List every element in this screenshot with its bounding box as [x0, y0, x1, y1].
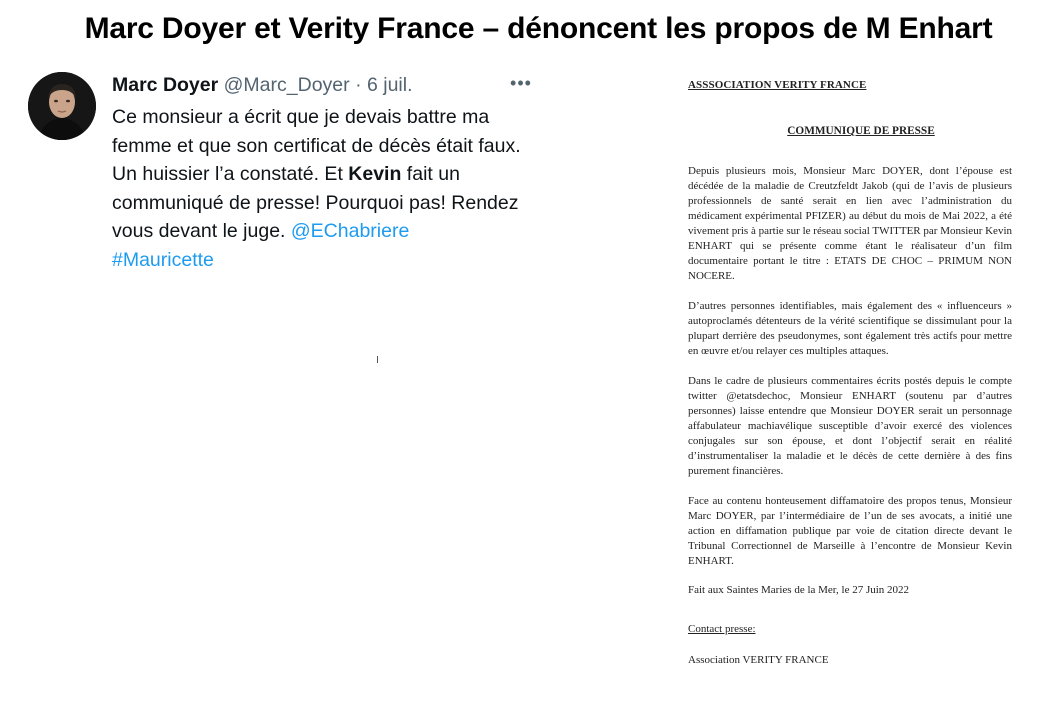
mention-link[interactable]: @EChabriere [290, 220, 410, 243]
document-paragraph: D’autres personnes identifiables, mais également des « influenceurs » autoproclamés détenteurs de la vérité scientifique se dissimulant pour la plupart derrière des pseudonymes, sont également très actifs pour mettre en œuvre et/ou relayer ces multiples attaques. [688, 300, 1012, 357]
document-title: COMMUNIQUE DE PRESSE [787, 125, 935, 137]
avatar-image [28, 72, 96, 140]
author-handle[interactable]: @Marc_Doyer [223, 74, 350, 96]
more-horizontal-icon[interactable]: ••• [510, 72, 532, 93]
tweet-text-part2: fait un communiqué de presse! Pourquoi pas! Rendez vous devant le juge. [112, 163, 519, 243]
hashtag-link[interactable]: #Mauricette [112, 248, 214, 271]
document-paragraph: Dans le cadre de plusieurs commentaires écrits postés depuis le compte twitter @etatsdechoc, Monsieur ENHART (soutenu par d’autres personnes) laisse entendre que Monsieur DOYER serait un personnage affabulateur machiavélique susceptible d’avoir exercé des violences conjugales sur son épouse, et dont l’objectif serait en réalité d’instrumentaliser la maladie et le décès de cette dernière à des fins purement financières. [688, 375, 1012, 477]
tweet-date[interactable]: 6 juil. [366, 74, 413, 96]
document-contact-label: Contact presse: [688, 623, 756, 635]
page-headline: Marc Doyer et Verity France – dénoncent les propos de M Enhart [84, 12, 993, 45]
tweet-text [112, 103, 522, 275]
tweet-header [112, 74, 532, 100]
document-paragraph: Depuis plusieurs mois, Monsieur Marc DOYER, dont l’épouse est décédée de la maladie de Creutzfeldt Jakob (qui de l’avis de plusieurs professionnels de santé serait en lien avec l’administration du médicament expérimental PFIZER) au début du mois de Mai 2022, a été vivement pris à partie sur le réseau social TWITTER par Monsieur Kevin ENHART qui se présente comme étant le réalisateur d’un film documentaire portant le titre : ETATS DE CHOC – PRIMUM NON NOCERE. [688, 165, 1012, 282]
header-separator: · [355, 74, 362, 96]
text-cursor-mark [377, 356, 378, 363]
document-contact-org: Association VERITY FRANCE [688, 654, 829, 666]
document-org: ASSSOCIATION VERITY FRANCE [688, 79, 867, 91]
tweet-text-part1: Ce monsieur a écrit que je devais battre ma femme et que son certificat de décès était faux. Un huissier l’a constaté. Et [112, 106, 521, 186]
avatar[interactable] [28, 72, 96, 140]
author-name[interactable]: Marc Doyer [112, 74, 219, 96]
press-release-document [688, 78, 1012, 668]
tweet-text-bold: Kevin [348, 163, 402, 186]
document-paragraph: Face au contenu honteusement diffamatoire des propos tenus, Monsieur Marc DOYER, par l’intermédiaire de l’un de ses avocats, a initié une action en diffamation publique par voie de citation directe devant le Tribunal Correctionnel de Marseille à l’encontre de Monsieur Kevin ENHART. [688, 495, 1012, 567]
document-date-line: Fait aux Saintes Maries de la Mer, le 27 Juin 2022 [688, 584, 910, 596]
